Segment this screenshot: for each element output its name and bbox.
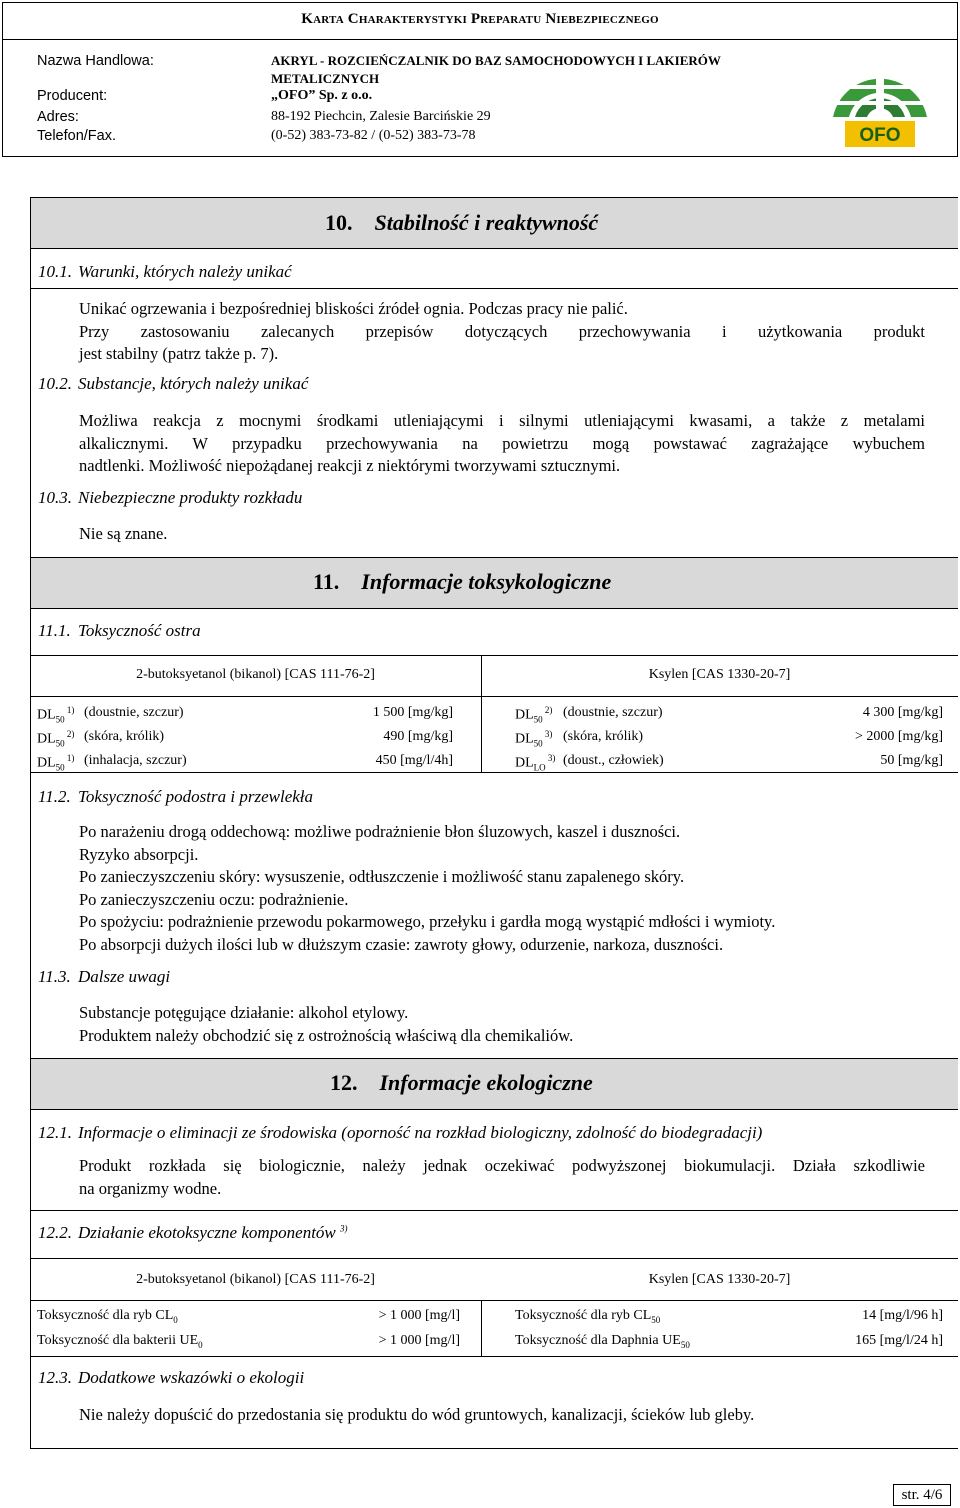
tox-right-row-desc: (doustnie, szczur) [563, 705, 663, 720]
subsection-10-3: 10.3. Niebezpieczne produkty rozkładu [38, 488, 303, 507]
paragraph-10-2: Możliwa reakcja z mocnymi środkami utleniającymi i silnymi utleniającymi kwasami, a także z metalami alkalicznymi. W przypadku przechowywania na powietrzu mogą powstawać zagrażające wybuchem nadtlenki. Możliwość niepożądanej reakcji z niektórymi tworzywami sztucznymi. [79, 411, 925, 475]
ofo-logo [825, 47, 935, 155]
tox-left-row-value: 490 [mg/kg] [383, 729, 453, 744]
tox-right-row-label: $DL_{50}$ $^{2)}$ [515, 705, 553, 725]
tox-left-row-label: $DL_{50}$ $^{2)}$ [37, 729, 75, 749]
eco-right-row-value: 165 [mg/l/24 h] [855, 1333, 943, 1348]
subsection-10-1: 10.1. Warunki, których należy unikać [38, 262, 292, 281]
tox-right-row-label: $DL_{50}$ $^{3)}$ [515, 729, 553, 749]
producer-label: Producent: [37, 88, 108, 104]
text-line: Po spożyciu: podrażnienie przewodu pokarmowego, przełyku i gardła mogą wystąpić mdłości i wymioty. [79, 912, 776, 931]
paragraph-12-3: Nie należy dopuścić do przedostania się produktu do wód gruntowych, kanalizacji, ścieków lub gleby. [79, 1405, 755, 1424]
text-line: Po zanieczyszczeniu oczu: podrażnienie. [79, 889, 349, 909]
tox-right-row-value: 4 300 [mg/kg] [862, 705, 943, 720]
eco-table-header-bikanol: 2-butoksyetanol (bikanol) [CAS 111-76-2] [136, 1272, 375, 1287]
table-header-ksylen: Ksylen [CAS 1330-20-7] [648, 667, 791, 682]
section-11-title: 11. Informacje toksykologiczne [313, 569, 612, 594]
trade-name-label: Nazwa Handlowa: [37, 53, 154, 69]
producer-value: „OFO” Sp. z o.o. [271, 88, 373, 103]
subsection-12-3: 12.3. Dodatkowe wskazówki o ekologii [38, 1368, 305, 1387]
paragraph-11-3 [79, 1002, 939, 1047]
tox-left-row-desc: (inhalacja, szczur) [84, 753, 187, 768]
tox-right-row-label: $DL_{LO}$ $^{3)}$ [515, 753, 556, 773]
paragraph-10-3: Nie są znane. [79, 524, 168, 543]
address-label: Adres: [37, 109, 79, 125]
tox-left-row-desc: (doustnie, szczur) [84, 705, 184, 720]
document-title: Karta Charakterystyki Preparatu Niebezpiecznego [301, 11, 659, 27]
trade-name-value-line1: AKRYL - ROZCIEŃCZALNIK DO BAZ SAMOCHODOWYCH I LAKIERÓW [271, 53, 721, 68]
table-bottom-border [30, 772, 958, 773]
eco-table-header-divider [30, 1300, 958, 1301]
eco-left-row-value: > 1 000 [mg/l] [378, 1308, 460, 1323]
body-left-border [30, 197, 31, 1448]
subsection-11-1: 11.1. Toksyczność ostra [38, 621, 201, 640]
tox-right-row-desc: (skóra, królik) [563, 729, 644, 744]
logo-text: OFO [859, 125, 901, 146]
section-10-title: 10. Stabilność i reaktywność [325, 210, 599, 235]
divider [30, 288, 958, 289]
subsection-10-2: 10.2. Substancje, których należy unikać [38, 374, 309, 393]
eco-right-row-label: Toksyczność dla ryb $CL_{50}$ [515, 1308, 661, 1325]
text-line: Ryzyko absorpcji. [79, 844, 199, 864]
text-line: Po narażeniu drogą oddechową: możliwe podrażnienie błon śluzowych, kaszel i duszności. [79, 822, 681, 841]
text-line: Substancje potęgujące działanie: alkohol etylowy. [79, 1003, 409, 1022]
tox-left-row-label: $DL_{50}$ $^{1)}$ [37, 705, 75, 725]
tox-right-row-value: > 2000 [mg/kg] [855, 729, 943, 744]
tox-left-row-value: 1 500 [mg/kg] [372, 705, 453, 720]
eco-left-row-label: Toksyczność dla bakterii $UE_0$ [37, 1333, 203, 1350]
phone-value: (0-52) 383-73-82 / (0-52) 383-73-78 [271, 128, 476, 143]
divider [30, 1448, 958, 1449]
header-divider [3, 39, 957, 40]
eco-right-row-label: Toksyczność dla Daphnia $UE_{50}$ [515, 1333, 690, 1350]
table-top-border [30, 655, 958, 656]
page-number: str. 4/6 [893, 1484, 951, 1506]
subsection-12-1: 12.1. Informacje o eliminacji ze środowiska (oporność na rozkład biologiczny, zdolność do biodegradacji) [38, 1123, 763, 1142]
address-value: 88-192 Piechcin, Zalesie Barcińskie 29 [271, 109, 491, 124]
phone-label: Telefon/Fax. [37, 128, 116, 144]
tox-left-row-value: 450 [mg/l/4h] [375, 753, 453, 768]
subsection-12-2: 12.2. Działanie ekotoksyczne komponentów $^{3)}$ [38, 1223, 348, 1242]
table-header-bikanol: 2-butoksyetanol (bikanol) [CAS 111-76-2] [136, 667, 375, 682]
subsection-11-2: 11.2. Toksyczność podostra i przewlekła [38, 787, 314, 806]
trade-name-value-line2: METALICZNYCH [271, 71, 380, 86]
paragraph-11-2 [79, 821, 939, 956]
tox-left-row-desc: (skóra, królik) [84, 729, 165, 744]
eco-table-header-ksylen: Ksylen [CAS 1330-20-7] [648, 1272, 791, 1287]
paragraph-12-1: Produkt rozkłada się biologicznie, należy jednak oczekiwać podwyższonej biokumulacji. Działa szkodliwie na organizmy wodne. [79, 1156, 925, 1198]
eco-left-row-value: > 1 000 [mg/l] [378, 1333, 460, 1348]
divider [30, 1210, 958, 1211]
eco-left-row-label: Toksyczność dla ryb $CL_0$ [37, 1308, 178, 1325]
subsection-11-3: 11.3. Dalsze uwagi [38, 967, 171, 986]
eco-table-column-divider [481, 1300, 482, 1356]
text-line: Po zanieczyszczeniu skóry: wysuszenie, odtłuszczenie i możliwość stanu zapalenego skóry. [79, 867, 685, 886]
table-top-border [30, 1258, 958, 1259]
tox-right-row-value: 50 [mg/kg] [880, 753, 943, 768]
eco-table-bottom-border [30, 1356, 958, 1357]
paragraph-10-1: Unikać ogrzewania i bezpośredniej bliskości źródeł ognia. Podczas pracy nie palić. Przy zastosowaniu zalecanych przepisów dotyczących przechowywania i użytkowania produkt jest stabilny (patrz także p. 7). [79, 299, 925, 363]
text-line: Produktem należy obchodzić się z ostrożnością właściwą dla chemikaliów. [79, 1025, 574, 1045]
text-line: Po absorpcji dużych ilości lub w dłuższym czasie: zawroty głowy, odurzenie, narkoza, duszności. [79, 934, 724, 954]
tox-left-row-label: $DL_{50}$ $^{1)}$ [37, 753, 75, 773]
section-12-title: 12. Informacje ekologiczne [330, 1070, 593, 1095]
table-header-divider [30, 696, 958, 697]
eco-right-row-value: 14 [mg/l/96 h] [862, 1308, 943, 1323]
tox-right-row-desc: (doust., człowiek) [563, 753, 664, 768]
document-header [2, 2, 958, 157]
